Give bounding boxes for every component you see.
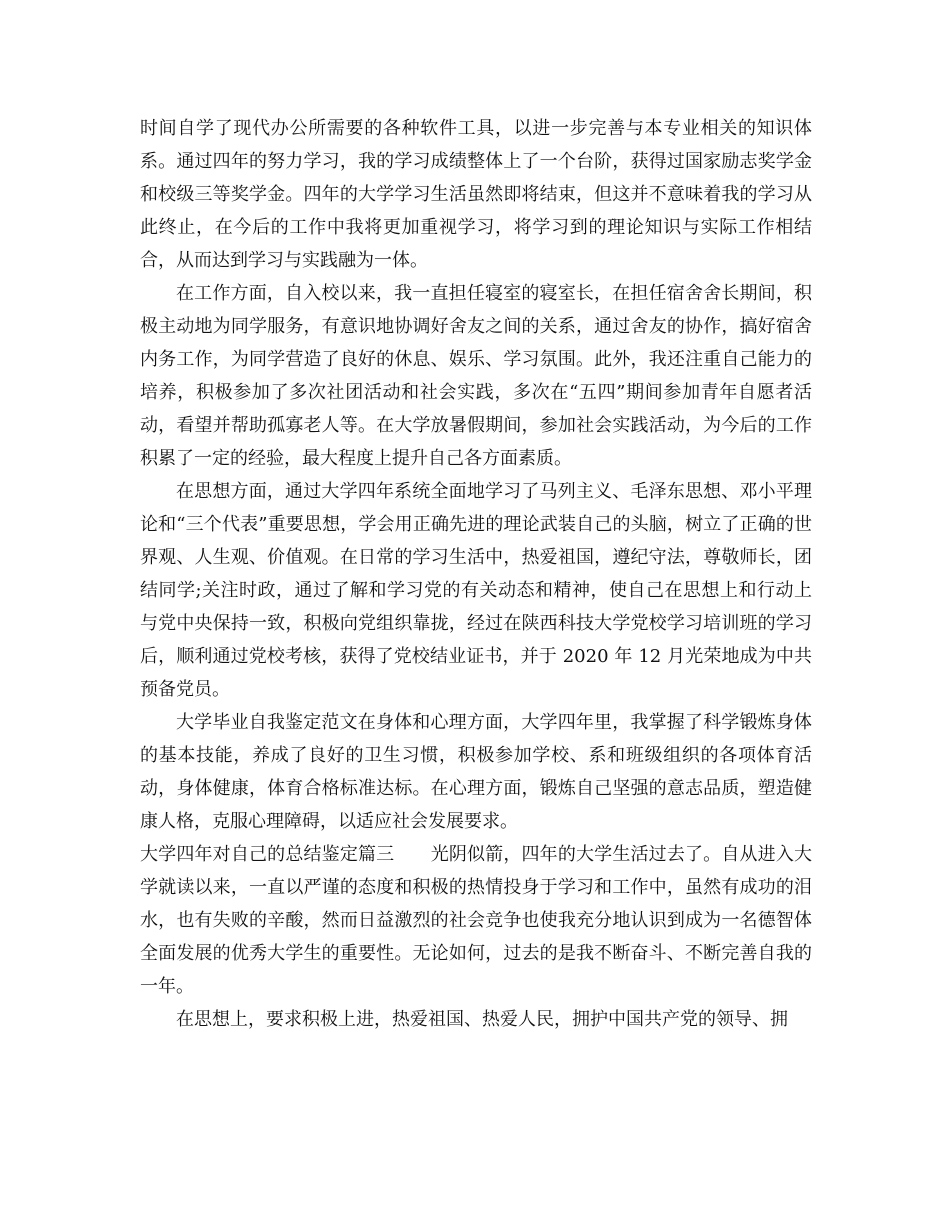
paragraph-health: 大学毕业自我鉴定范文在身体和心理方面，大学四年里，我掌握了科学锻炼身体的基本技能，养成了良好的卫生习惯，积极参加学校、系和班级组织的各项体育活动，身体健康，体育合格标准达标。在心理方面，锻炼自己坚强的意志品质，塑造健康人格，克服心理障碍，以适应社会发展要求。 bbox=[140, 712, 812, 832]
section-spacer bbox=[394, 844, 430, 865]
paragraph-thought-continued: 在思想上，要求积极上进，热爱祖国、热爱人民，拥护中国共产党的领导、拥 bbox=[176, 1009, 788, 1030]
section-heading: 大学四年对自己的总结鉴定篇三 bbox=[140, 844, 395, 865]
paragraph-work: 在工作方面，自入校以来，我一直担任寝室的寝室长，在担任宿舍舍长期间，积极主动地为同学服务，有意识地协调好舍友之间的关系，通过舍友的协作，搞好宿舍内务工作，为同学营造了良好的休息、娱乐、学习氛围。此外，我还注重自己能力的培养，积极参加了多次社团活动和社会实践，多次在“五四”期间参加青年自愿者活动，看望并帮助孤寡老人等。在大学放暑假期间，参加社会实践活动，为今后的工作积累了一定的经验，最大程度上提升自己各方面素质。 bbox=[140, 283, 812, 469]
section-three-paragraph bbox=[140, 838, 812, 1003]
document-body bbox=[140, 112, 812, 1036]
paragraph-thought: 在思想方面，通过大学四年系统全面地学习了马列主义、毛泽东思想、邓小平理论和“三个代表”重要思想，学会用正确先进的理论武装自己的头脑，树立了正确的世界观、人生观、价值观。在日常的学习生活中，热爱祖国，遵纪守法，尊敬师长，团结同学;关注时政，通过了解和学习党的有关动态和精神，使自己在思想上和行动上与党中央保持一致，积极向党组织靠拢，经过在陕西科技大学党校学习培训班的学习后，顺利通过党校考核，获得了党校结业证书，并于 2020 年 12 月光荣地成为中共预备党员。 bbox=[140, 481, 812, 700]
paragraph-study: 时间自学了现代办公所需要的各种软件工具，以进一步完善与本专业相关的知识体系。通过四年的努力学习，我的学习成绩整体上了一个台阶，获得过国家励志奖学金和校级三等奖学金。四年的大学学习生活虽然即将结束，但这并不意味着我的学习从此终止，在今后的工作中我将更加重视学习，将学习到的理论知识与实际工作相结合，从而达到学习与实践融为一体。 bbox=[140, 118, 812, 271]
section-text: 光阴似箭，四年的大学生活过去了。自从进入大学就读以来，一直以严谨的态度和积极的热情投身于学习和工作中，虽然有成功的泪水，也有失败的辛酸，然而日益激烈的社会竞争也使我充分地认识到成为一名德智体全面发展的优秀大学生的重要性。无论如何，过去的是我不断奋斗、不断完善自我的一年。 bbox=[140, 844, 813, 997]
